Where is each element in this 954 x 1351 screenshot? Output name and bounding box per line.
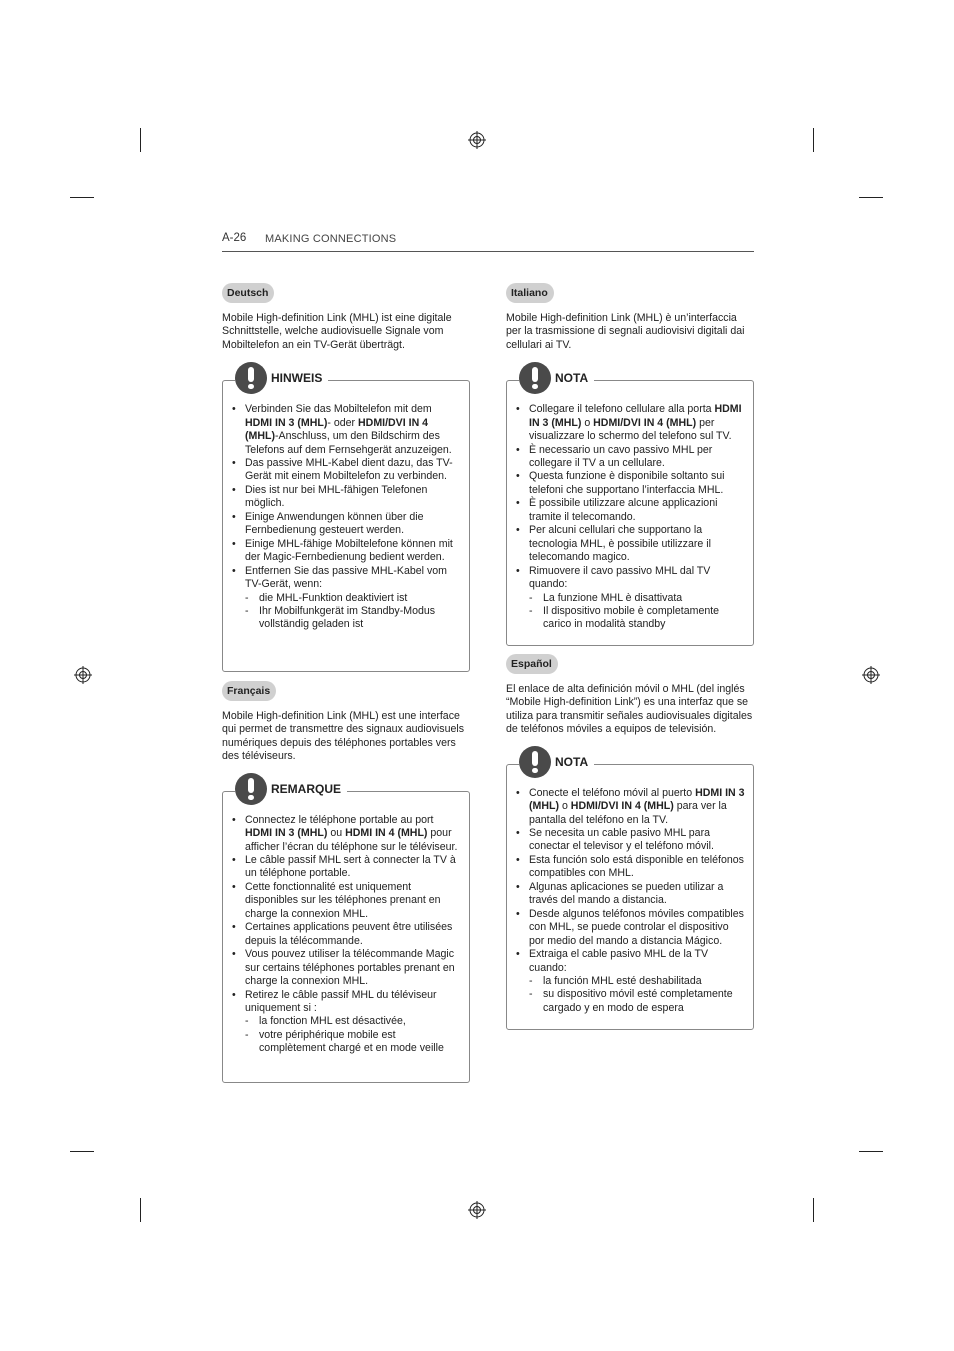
list-item: • Algunas aplicaciones se pueden utilizar a través del mando a distancia. xyxy=(529,881,745,908)
section-francais xyxy=(222,681,470,1083)
crop-mark xyxy=(70,197,94,198)
crop-mark xyxy=(70,1151,94,1152)
intro-text: El enlace de alta definición móvil o MHL (del inglés “Mobile High-definition Link”) es una interfaz que se utiliza para transmitir señales audiovisuales digitales de teléfonos móviles a equipos de televisión. xyxy=(506,683,753,736)
crop-mark xyxy=(140,128,141,152)
note-list xyxy=(507,765,753,1022)
list-item: • Cette fonctionnalité est uniquement disponibles sur les téléphones prenant en charge la connexion MHL. xyxy=(245,881,461,921)
sub-list-item: - die MHL-Funktion deaktiviert ist xyxy=(259,592,461,605)
list-item: • Esta función solo está disponible en teléfonos compatibles con MHL. xyxy=(529,854,745,881)
note-icon xyxy=(519,746,551,778)
list-item: • Se necesita un cable pasivo MHL para conectar el televisor y el teléfono móvil. xyxy=(529,827,745,854)
section-italiano xyxy=(506,283,754,646)
sub-list-item: - la función MHL esté deshabilitada xyxy=(543,975,745,988)
note-list xyxy=(507,381,753,638)
section-deutsch xyxy=(222,283,470,672)
list-item: • Rimuovere il cavo passivo MHL dal TV quando: - La funzione MHL è disattivata - Il dispositivo mobile è completamente carico in modalità standby xyxy=(529,565,745,632)
note-box xyxy=(506,371,754,646)
list-item: • Retirez le câble passif MHL du téléviseur uniquement si : - la fonction MHL est désactivée, - votre périphérique mobile est complètement chargé et en mode veille xyxy=(245,989,461,1056)
note-list xyxy=(223,381,469,638)
list-item: • Collegare il telefono cellulare alla porta HDMI IN 3 (MHL) o HDMI/DVI IN 4 (MHL) per visualizzare lo schermo del telefono sul TV. xyxy=(529,403,745,443)
list-item: • Per alcuni cellulari che supportano la tecnologia MHL, è possibile utilizzare il telecomando magico. xyxy=(529,524,745,564)
sub-list xyxy=(245,1015,461,1055)
sub-list-item: - Ihr Mobilfunkgerät im Standby-Modus vollständig geladen ist xyxy=(259,605,461,632)
intro-text: Mobile High-definition Link (MHL) è un’interfaccia per la trasmissione di segnali audiovisivi digitali dai cellulari ai TV. xyxy=(506,312,745,351)
list-item: • Das passive MHL-Kabel dient dazu, das TV-Gerät mit einem Mobiltelefon zu verbinden. xyxy=(245,457,461,484)
note-icon xyxy=(235,362,267,394)
list-item: • Dies ist nur bei MHL-fähigen Telefonen möglich. xyxy=(245,484,461,511)
note-label: HINWEIS xyxy=(271,371,323,386)
registration-mark-icon xyxy=(862,666,880,684)
sub-list-item: - votre périphérique mobile est complètement chargé et en mode veille xyxy=(259,1029,461,1056)
sub-list-item: - Il dispositivo mobile è completamente carico in modalità standby xyxy=(543,605,745,632)
intro-text: Mobile High-definition Link (MHL) ist eine digitale Schnittstelle, welche audiovisuelle Signale vom Mobiltelefon an ein TV-Gerät überträgt. xyxy=(222,312,452,351)
list-item: • Questa funzione è disponibile soltanto sui telefoni che supportano l’interfaccia MHL. xyxy=(529,470,745,497)
list-item: • Le câble passif MHL sert à connecter la TV à un téléphone portable. xyxy=(245,854,461,881)
sub-list-item: - La funzione MHL è disattivata xyxy=(543,592,745,605)
list-item: • Connectez le téléphone portable au port HDMI IN 3 (MHL) ou HDMI IN 4 (MHL) pour afficher l’écran du téléphone sur le téléviseur. xyxy=(245,814,461,854)
note-box xyxy=(222,371,470,672)
sub-list-item: - la fonction MHL est désactivée, xyxy=(259,1015,461,1028)
note-header xyxy=(235,362,328,394)
intro-text: Mobile High-definition Link (MHL) est une interface qui permet de transmettre des signaux audiovisuels numériques depuis des téléphones portables vers des téléviseurs. xyxy=(222,710,465,763)
note-icon xyxy=(235,773,267,805)
language-badge: Deutsch xyxy=(222,283,274,303)
crop-mark xyxy=(813,128,814,152)
note-label: REMARQUE xyxy=(271,781,342,796)
section-title: MAKING CONNECTIONS xyxy=(265,233,397,245)
language-badge: Italiano xyxy=(506,283,554,303)
crop-mark xyxy=(140,1198,141,1222)
registration-mark-icon xyxy=(468,1201,486,1219)
note-header xyxy=(519,746,594,778)
crop-mark xyxy=(813,1198,814,1222)
note-label: NOTA xyxy=(555,371,589,386)
list-item: • Certaines applications peuvent être utilisées depuis la télécommande. xyxy=(245,921,461,948)
sub-list xyxy=(245,592,461,632)
list-item: • Desde algunos teléfonos móviles compatibles con MHL, se puede controlar el dispositivo por medio del mando a distancia Mágico. xyxy=(529,908,745,948)
section-espanol xyxy=(506,654,754,1030)
list-item: • È possibile utilizzare alcune applicazioni tramite il telecomando. xyxy=(529,497,745,524)
language-badge: Français xyxy=(222,681,276,701)
note-header xyxy=(235,773,347,805)
sub-list xyxy=(529,975,745,1015)
registration-mark-icon xyxy=(74,666,92,684)
list-item: • Entfernen Sie das passive MHL-Kabel vom TV-Gerät, wenn: - die MHL-Funktion deaktiviert ist - Ihr Mobilfunkgerät im Standby-Modus vollständig geladen ist xyxy=(245,565,461,632)
header-divider xyxy=(222,251,754,252)
list-item: • Extraiga el cable pasivo MHL de la TV cuando: - la función MHL esté deshabilitada - su dispositivo móvil esté completamente cargado y en modo de espera xyxy=(529,948,745,1015)
note-box xyxy=(506,754,754,1030)
note-header xyxy=(519,362,594,394)
note-box xyxy=(222,781,470,1083)
list-item: • È necessario un cavo passivo MHL per collegare il TV a un cellulare. xyxy=(529,444,745,471)
list-item: • Einige Anwendungen können über die Fernbedienung gesteuert werden. xyxy=(245,511,461,538)
sub-list-item: - su dispositivo móvil esté completamente cargado y en modo de espera xyxy=(543,988,745,1015)
crop-mark xyxy=(859,1151,883,1152)
list-item: • Einige MHL-fähige Mobiltelefone können mit der Magic-Fernbedienung bedient werden. xyxy=(245,538,461,565)
language-badge: Español xyxy=(506,654,558,674)
page-number: A-26 xyxy=(222,232,247,244)
note-list xyxy=(223,792,469,1062)
note-icon xyxy=(519,362,551,394)
list-item: • Vous pouvez utiliser la télécommande Magic sur certains téléphones portables prenant en charge la connexion MHL. xyxy=(245,948,461,988)
crop-mark xyxy=(859,197,883,198)
list-item: • Conecte el teléfono móvil al puerto HDMI IN 3 (MHL) o HDMI/DVI IN 4 (MHL) para ver la pantalla del teléfono en la TV. xyxy=(529,787,745,827)
registration-mark-icon xyxy=(468,131,486,149)
note-label: NOTA xyxy=(555,754,589,769)
list-item: • Verbinden Sie das Mobiltelefon mit dem HDMI IN 3 (MHL)- oder HDMI/DVI IN 4 (MHL)-Anschluss, um den Bildschirm des Telefons auf dem Fernsehgerät anzuzeigen. xyxy=(245,403,461,457)
sub-list xyxy=(529,592,745,632)
